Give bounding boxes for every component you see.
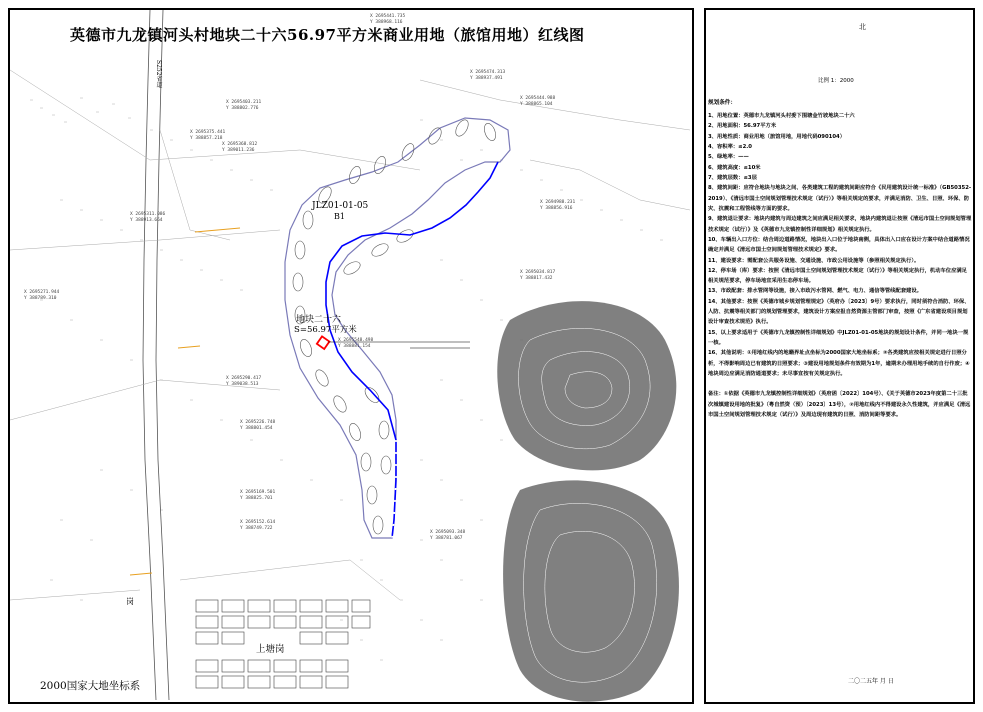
coord-label: X 2695311.086 xyxy=(130,212,166,217)
coord-label: X 2695271.944 xyxy=(24,290,60,295)
road-label: S252省道 xyxy=(155,60,162,88)
note-item: 7、建筑层数：≤3层 xyxy=(708,174,757,181)
coord-label: Y 388789.310 xyxy=(24,296,57,301)
sign-date: 二〇二五年 月 日 xyxy=(848,678,894,685)
plot-code: JLZ01-01-05 xyxy=(312,201,369,211)
coord-label: X 2695226.748 xyxy=(240,420,276,425)
hill-area-upper xyxy=(497,301,676,470)
note-item: 6、建筑高度：≤10米 xyxy=(708,164,761,171)
note-item: 9、建筑退让要求：地块内建筑与周边建筑之间应满足相关要求，地块内建筑退让按照《清远市国土空间规划管理技术规定（试行）》及《英德市九龙镇控制性详细规划》相关规定执行。 xyxy=(708,216,972,233)
note-item: 8、建筑间距：应符合地块与地块之间、各类建筑工程的建筑间距应符合《民用建筑设计统一标准》（GB50352-2019）、《清远市国土空间规划管理技术规定（试行）》等相关规定的要求，并满足消防、卫生、日照、环保、防灾、抗震和工程管线等方面的要求。 xyxy=(708,185,972,212)
red-line-boundary xyxy=(326,162,498,538)
village-label: 上塘岗 xyxy=(256,644,285,655)
coord-label: Y 389011.236 xyxy=(222,148,255,153)
coord-label: Y 388865.104 xyxy=(520,102,553,107)
coord-label: Y 388968.116 xyxy=(370,20,403,25)
coord-label: Y 388856.916 xyxy=(540,206,573,211)
note-item: 2、用地面积：56.97平方米 xyxy=(708,123,777,130)
note-item: 10、车辆出入口方位：结合周边道路情况，地块出入口位于地块南侧，具体出入口应在设计方案中结合道路情况确定并满足《清远市国土空间规划管理技术规定》要求。 xyxy=(708,236,970,254)
note-item: 5、绿地率：—— xyxy=(708,154,749,161)
coord-label: Y 388881.154 xyxy=(338,344,371,349)
coord-label: X 2694988.231 xyxy=(540,200,576,205)
notes-heading: 规划条件： xyxy=(708,100,736,106)
coordinate-system-label: 2000国家大地坐标系 xyxy=(40,680,141,692)
north-letter: 北 xyxy=(859,23,866,31)
coord-label: X 2695441.735 xyxy=(370,14,406,19)
coord-label: Y 388825.701 xyxy=(240,496,273,501)
note-item: 16、其他说明：①用地红线内的地籍界址点坐标为2000国家大地坐标系；②各类建筑应按相关规定进行日照分析，不得影响周边已有建筑的日照要求；③建设用地规划条件有效期为1年，逾期未办理用地手续的自行作废；④地块周边应满足消防通道要求；未尽事宜按有关规定执行。 xyxy=(708,350,970,378)
plot-name: 地块二十六 xyxy=(296,315,342,325)
left-edge-label: 岗 xyxy=(126,597,134,606)
note-item: 11、建设要求：需配套公共服务设施、交通设施、市政公用设施等（参照相关规定执行）。 xyxy=(708,257,920,264)
note-item: 12、停车场（库）要求：按照《清远市国土空间规划管理技术规定（试行）》等相关规定执行，机动车位应满足相关规范要求，停车场地宜采用生态停车场。 xyxy=(708,267,967,285)
coord-label: X 2695034.817 xyxy=(520,270,556,275)
coord-label: X 2695375.441 xyxy=(190,130,226,135)
coord-label: Y 388749.722 xyxy=(240,526,273,531)
note-item: 14、其他要求：按照《英德市城乡规划管理规定》（英府办〔2023〕9号）要求执行，同时须符合消防、环保、人防、抗震等相关部门的规划管理要求，建筑设计方案应报自然资源主管部门审查，按照《广东省建设项目规划设计审查技术规范》执行。 xyxy=(708,298,970,326)
plot-area: S=56.97平方米 xyxy=(294,325,357,335)
coord-label: Y 389038.513 xyxy=(226,382,259,387)
coord-label: Y 388801.454 xyxy=(240,426,273,431)
coord-label: Y 388817.432 xyxy=(520,276,553,281)
planning-conditions xyxy=(708,98,972,420)
coord-label: Y 388937.491 xyxy=(470,76,503,81)
coord-label: X 2695444.988 xyxy=(520,96,556,101)
coord-label: X 2695290.417 xyxy=(226,376,262,381)
road-s252 xyxy=(143,10,169,700)
minor-roads xyxy=(130,228,240,575)
coord-label: X 2695368.812 xyxy=(222,142,258,147)
notes-remark: 备注：①依据《英德市九龙镇控制性详细规划》（英府函〔2022〕104号）、《关于英德市2023年度第二十三批次城镇建设用地的批复》（粤自然资（预）〔2023〕13号），②用地红线内不得建设永久性建筑，并应满足《清远市国土空间规划管理技术规定（试行）》及周边现有建筑的日照、消防间距等要求。 xyxy=(708,391,971,419)
map-title: 英德市九龙镇河头村地块二十六56.97平方米商业用地（旅馆用地）红线图 xyxy=(70,26,585,44)
note-item: 3、用地性质：商业用地（旅馆用地，用地代码090104） xyxy=(708,133,846,140)
coord-label: X 2695093.348 xyxy=(430,530,466,535)
coord-label: Y 388781.067 xyxy=(430,536,463,541)
coord-label: X 2695169.501 xyxy=(240,490,276,495)
scale-label: 比例 1：2000 xyxy=(818,78,854,84)
coord-label: Y 388802.776 xyxy=(226,106,259,111)
note-item: 13、市政配套：排水管网等设施，接入市政污水管网、燃气、电力、通信等管线配套建设。 xyxy=(708,288,922,295)
note-item: 4、容积率：≤2.0 xyxy=(708,143,752,150)
note-item: 15、以上要求适用于《英德市九龙镇控制性详细规划》中JLZ01-01-05地块的规划设计条件，并同一地块一规一核。 xyxy=(708,329,969,347)
coord-label: X 2695548.498 xyxy=(338,338,374,343)
coord-label: Y 388913.664 xyxy=(130,218,163,223)
coord-label: Y 388857.218 xyxy=(190,136,223,141)
plot-subcode: B1 xyxy=(334,212,345,221)
hill-area-lower xyxy=(503,480,679,701)
site-parcel xyxy=(317,336,330,349)
note-item: 1、用地位置：英德市九龙镇河头村委下围塘金竹坡地块二十六 xyxy=(708,112,855,119)
coord-label: X 2695403.211 xyxy=(226,100,262,105)
coord-label: X 2695474.313 xyxy=(470,70,506,75)
coord-label: X 2695152.614 xyxy=(240,520,276,525)
